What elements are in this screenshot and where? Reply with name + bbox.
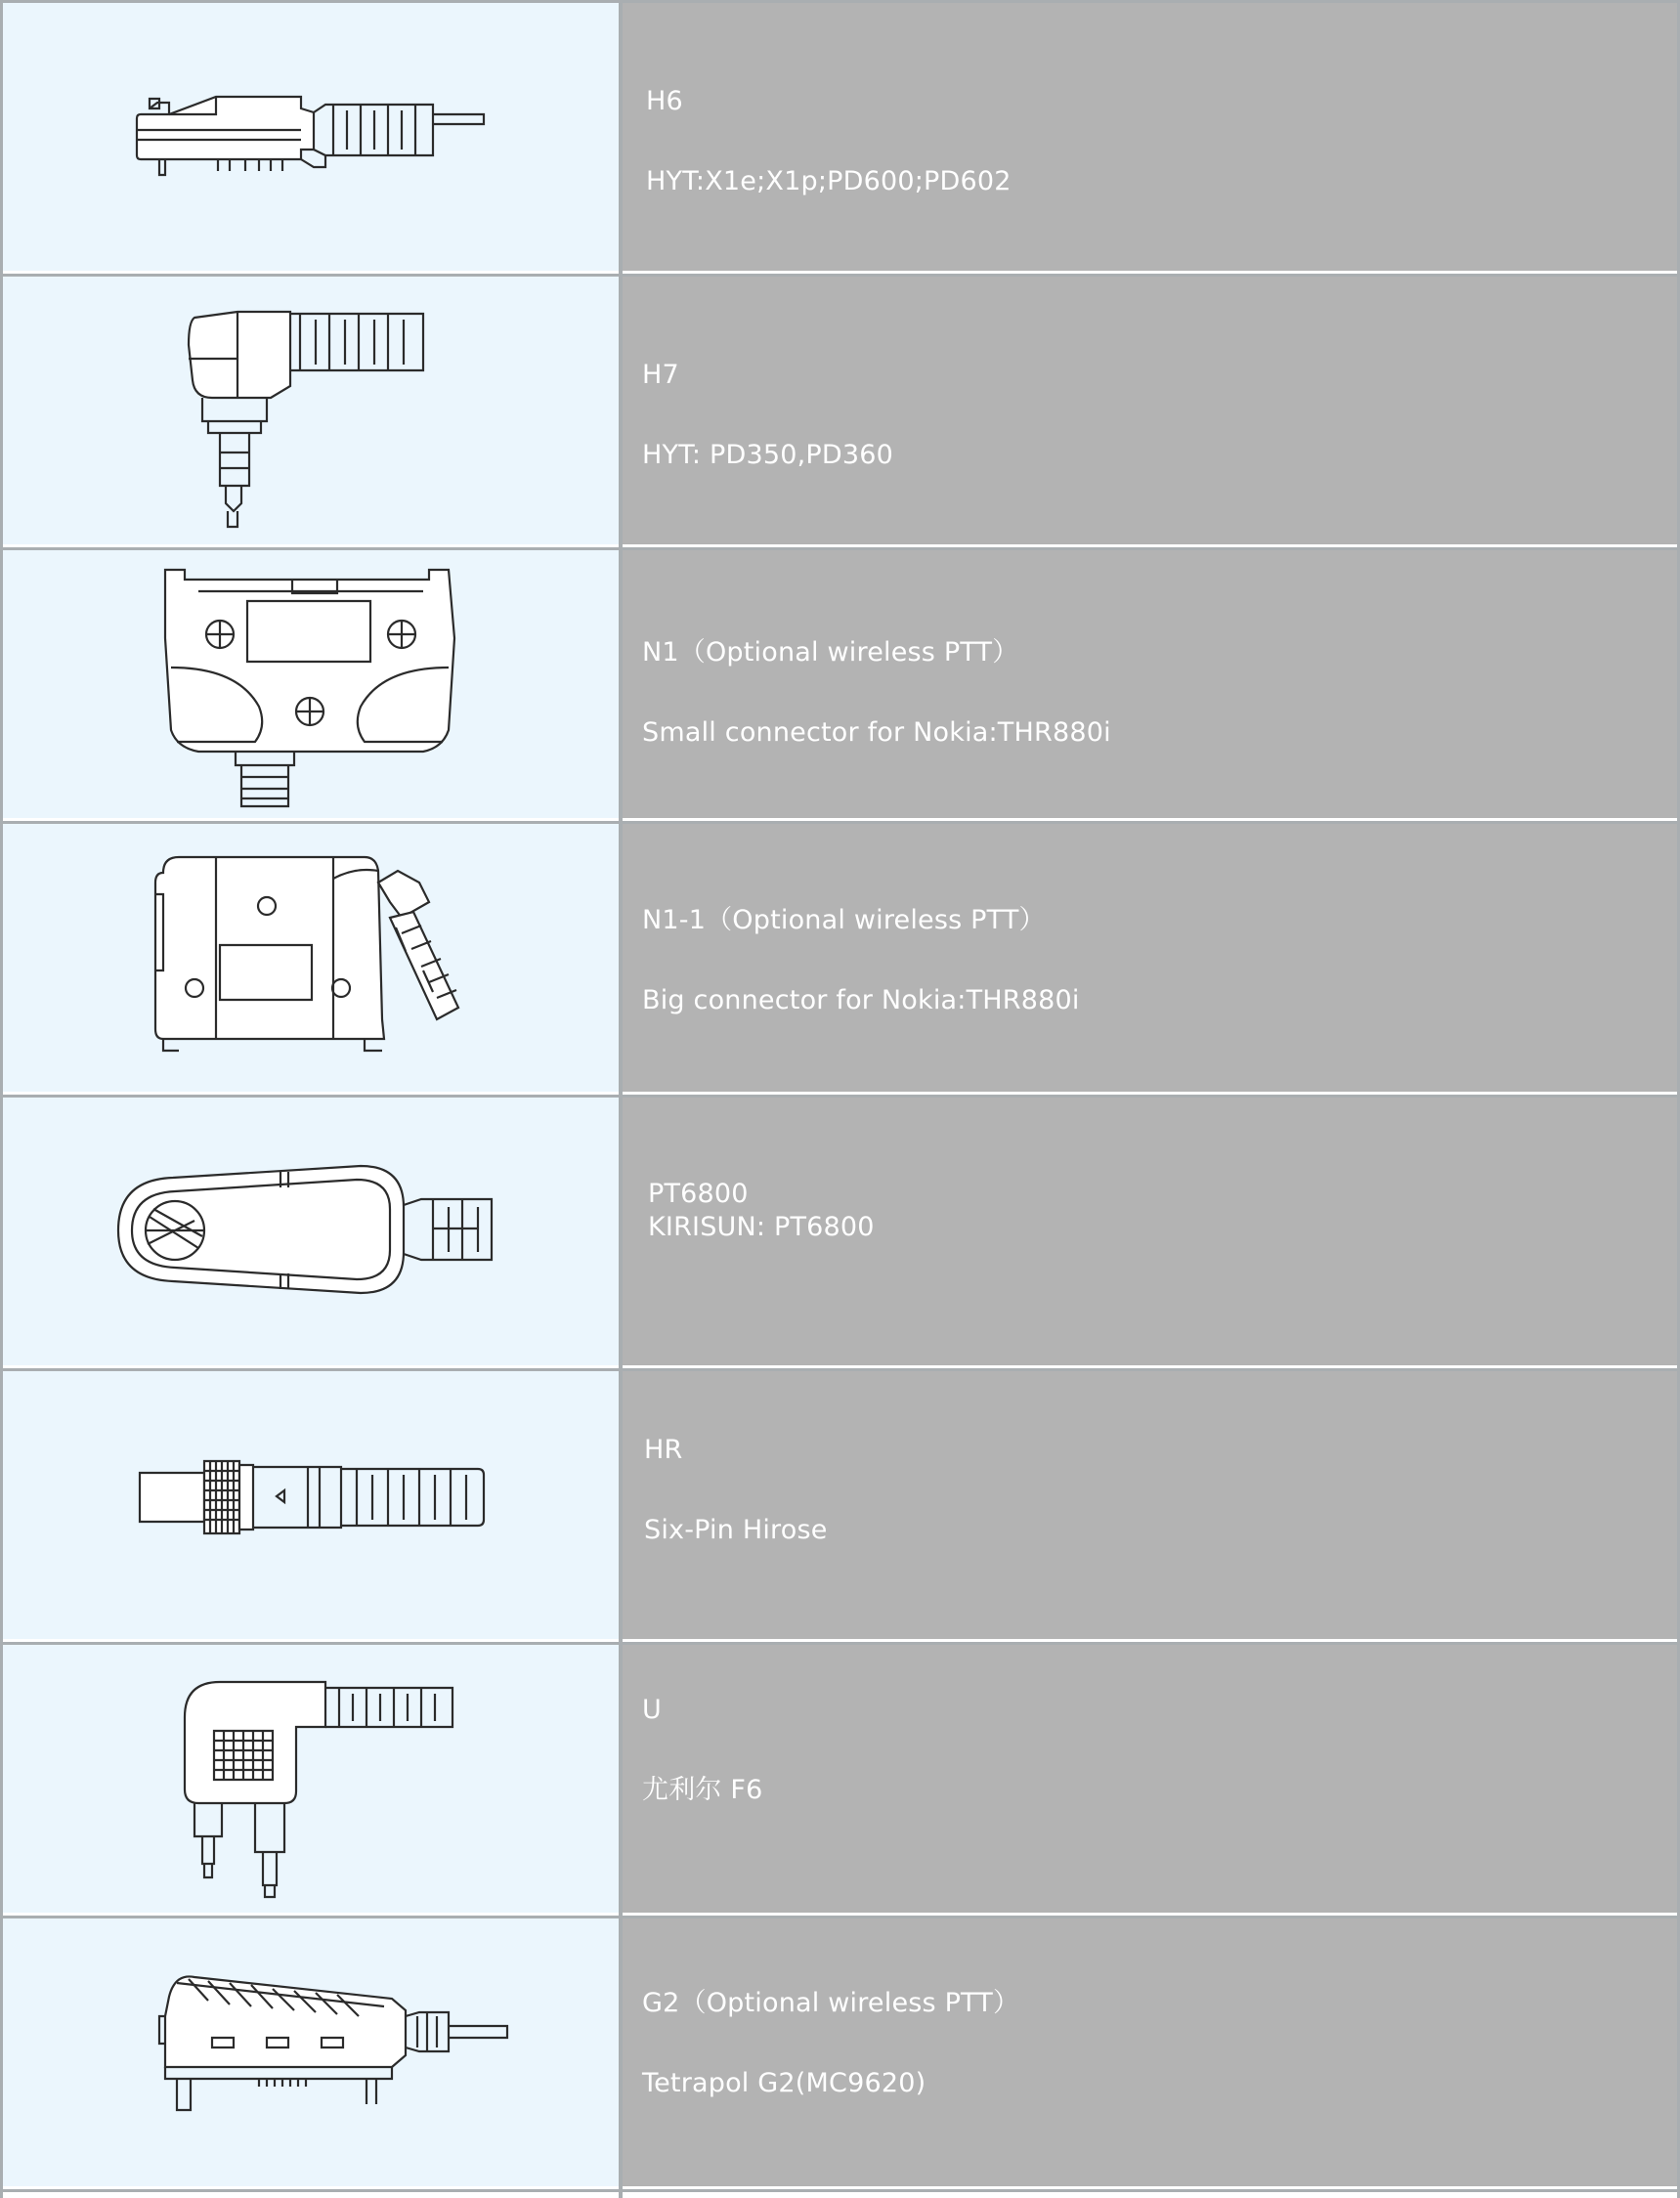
table-row xyxy=(0,274,1680,547)
grid-line xyxy=(0,0,1680,3)
table-row xyxy=(0,1642,1680,1916)
grid-line xyxy=(0,274,1680,277)
connector-description: Tetrapol G2(MC9620) xyxy=(642,2068,926,2098)
connector-description: KIRISUN: PT6800 xyxy=(648,1212,875,1242)
connector-text-cell xyxy=(623,1918,1677,2186)
grid-line xyxy=(0,2189,1680,2192)
connector-image-cell xyxy=(3,824,619,1092)
connector-text-cell xyxy=(623,824,1677,1092)
grid-line xyxy=(0,1642,1680,1645)
hirose-connector-icon xyxy=(3,1371,619,1639)
connector-description: Small connector for Nokia:THR880i xyxy=(642,717,1111,748)
connector-name: PT6800 xyxy=(648,1179,749,1209)
grid-line xyxy=(0,0,3,2198)
n1-connector-icon xyxy=(3,550,619,818)
u-connector-icon xyxy=(3,1645,619,1913)
connector-name: N1-1（Optional wireless PTT） xyxy=(642,905,1046,935)
connector-text-cell xyxy=(623,1645,1677,1913)
connector-name: H6 xyxy=(646,86,683,116)
grid-line xyxy=(0,547,1680,550)
pt6800-connector-icon xyxy=(3,1098,619,1365)
connector-description: HYT:X1e;X1p;PD600;PD602 xyxy=(646,166,1012,196)
connector-image-cell xyxy=(3,1098,619,1365)
connector-name: U xyxy=(642,1695,662,1725)
connector-image-cell xyxy=(3,1645,619,1913)
connector-image-cell xyxy=(3,1918,619,2186)
connector-text-cell xyxy=(623,3,1677,271)
n1-1-connector-icon xyxy=(3,824,619,1092)
connector-image-cell xyxy=(3,550,619,818)
connector-text-cell xyxy=(623,277,1677,544)
table-row xyxy=(0,0,1680,274)
connector-text-cell xyxy=(623,550,1677,818)
connector-text-cell xyxy=(623,1371,1677,1639)
table-row xyxy=(0,1916,1680,2189)
table-row xyxy=(0,1095,1680,1368)
h6-connector-icon xyxy=(3,3,619,271)
h7-connector-icon xyxy=(3,277,619,544)
connector-name: N1（Optional wireless PTT） xyxy=(642,637,1019,668)
connector-name: G2（Optional wireless PTT） xyxy=(642,1988,1020,2018)
connector-description: 尤利尔 F6 xyxy=(642,1775,763,1805)
connector-image-cell xyxy=(3,3,619,271)
grid-line xyxy=(0,1916,1680,1918)
connector-image-cell xyxy=(3,1371,619,1639)
connector-text-cell xyxy=(623,1098,1677,1365)
connector-name: HR xyxy=(644,1435,683,1465)
grid-line xyxy=(0,1368,1680,1371)
connector-description: Six-Pin Hirose xyxy=(644,1515,828,1545)
connector-description: Big connector for Nokia:THR880i xyxy=(642,985,1080,1015)
grid-line xyxy=(0,821,1680,824)
grid-line xyxy=(0,1095,1680,1098)
g2-connector-icon xyxy=(3,1918,619,2186)
connector-name: H7 xyxy=(642,360,679,390)
connector-description: HYT: PD350,PD360 xyxy=(642,440,893,470)
table-row xyxy=(0,821,1680,1095)
grid-line xyxy=(619,0,623,2198)
table-row xyxy=(0,547,1680,821)
table-row xyxy=(0,1368,1680,1642)
connector-image-cell xyxy=(3,277,619,544)
